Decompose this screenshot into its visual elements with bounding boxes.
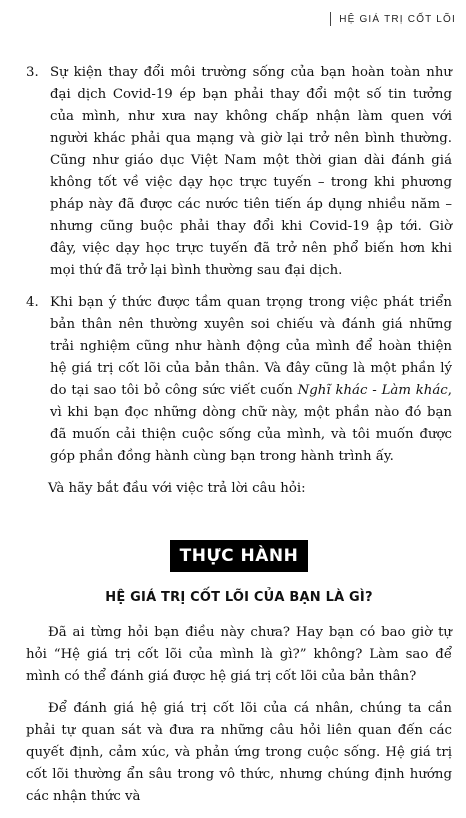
- list-text: Sự kiện thay đổi môi trường sống của bạn hoàn toàn như đại dịch Covid-19 ép bạn phải thay đổi một số tin tưởng của mình, như xưa nay không chấp nhận làm quen với người khác phải qua mạng và giờ lại trở nên bình thường. Cũng như giáo dục Việt Nam một thời gian dài đánh giá không tốt về việc dạy học trực tuyến – trong khi phương pháp này đã được các nước tiên tiến áp dụng nhiều năm – nhưng cũng buộc phải thay đổi khi Covid-19 ập tới. Giờ đây, việc dạy học trực tuyến đã trở nên phổ biến hơn khi mọi thứ đã trở lại bình thường sau đại dịch.: [50, 65, 452, 278]
- closing-line: Và hãy bắt đầu với việc trả lời câu hỏi:: [48, 481, 306, 496]
- list-item-3: [26, 62, 452, 282]
- practice-banner: [26, 540, 452, 572]
- header-divider: [330, 12, 331, 26]
- practice-label: THỰC HÀNH: [170, 540, 309, 572]
- book-title: Nghĩ khác - Làm khác: [297, 383, 448, 398]
- body-paragraph-1: Đã ai từng hỏi bạn điều này chưa? Hay bạn có bao giờ tự hỏi “Hệ giá trị cốt lõi của mình là gì?” không? Làm sao để mình có thể đánh giá được hệ giá trị cốt lõi của bản thân?: [26, 625, 452, 684]
- list-text-after: , vì khi bạn đọc những dòng chữ này, một phần nào đó bạn đã muốn cải thiện cuộc sống của mình, và tôi muốn được góp phần đồng hành cùng bạn trong hành trình ấy.: [50, 383, 452, 464]
- list-text-before: Khi bạn ý thức được tầm quan trọng trong việc phát triển bản thân nên thường xuyên soi chiếu và đánh giá những trải nghiệm cũng như hành động của mình để hoàn thiện hệ giá trị cốt lõi của bản thân. Và đây cũng là một phần lý do tại sao tôi bỏ công sức viết cuốn: [50, 295, 452, 398]
- list-number: 4.: [26, 295, 39, 310]
- body-paragraph-2: Để đánh giá hệ giá trị cốt lõi của cá nhân, chúng ta cần phải tự quan sát và đưa ra những câu hỏi liên quan đến các quyết định, cảm xúc, và phản ứng trong cuộc sống. Hệ giá trị cốt lõi thường ẩn sâu trong vô thức, nhưng chúng định hướng các nhận thức và: [26, 701, 452, 804]
- list-number: 3.: [26, 65, 39, 80]
- page-content: [26, 62, 452, 818]
- list-text: [50, 292, 452, 468]
- running-title: HỆ GIÁ TRỊ CỐT LÕI: [339, 13, 456, 25]
- section-title: HỆ GIÁ TRỊ CỐT LÕI CỦA BẠN LÀ GÌ?: [105, 590, 373, 605]
- list-item-4: [26, 292, 452, 468]
- running-header: [330, 12, 456, 26]
